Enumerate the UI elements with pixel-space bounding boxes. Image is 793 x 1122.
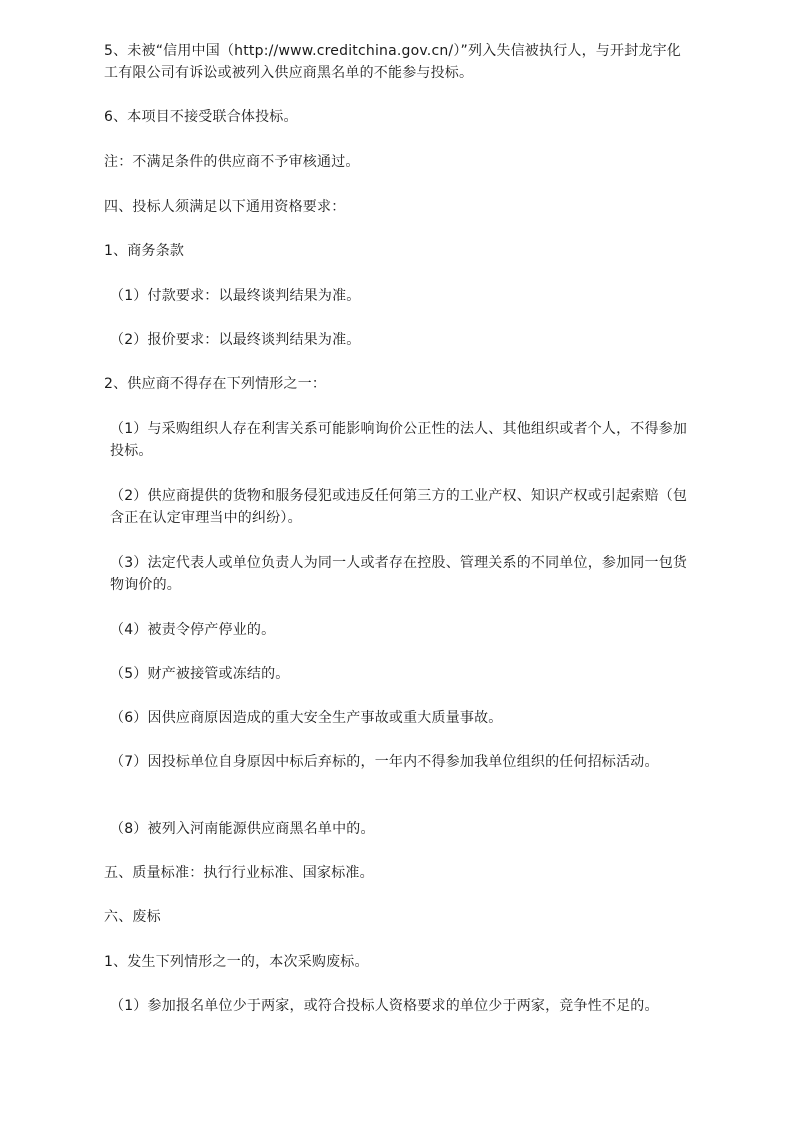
list-item-exclusion-6: （6）因供应商原因造成的重大安全生产事故或重大质量事故。 [110,710,503,726]
section-heading-5: 五、质量标准：执行行业标准、国家标准。 [104,865,374,881]
subsection-heading-business-terms: 1、商务条款 [104,243,185,259]
list-item-invalid-1: （1）参加报名单位少于两家，或符合投标人资格要求的单位少于两家，竞争性不足的。 [110,998,659,1014]
list-item-exclusion-7: （7）因投标单位自身原因中标后弃标的，一年内不得参加我单位组织的任何招标活动。 [110,754,659,770]
list-item-exclusion-4: （4）被责令停产停业的。 [110,622,276,638]
list-item-exclusion-2: （2）供应商提供的货物和服务侵犯或违反任何第三方的工业产权、知识产权或引起索赔（包含正在认定审理当中的纠纷）。 [110,488,688,526]
subsection-heading-exclusions: 2、供应商不得存在下列情形之一： [104,376,327,392]
list-item-payment: （1）付款要求：以最终谈判结果为准。 [110,288,361,304]
subsection-heading-invalid-bid: 1、发生下列情形之一的，本次采购废标。 [104,954,369,970]
list-item-quotation: （2）报价要求：以最终谈判结果为准。 [110,332,361,348]
section-heading-6: 六、废标 [104,909,161,925]
list-item-exclusion-1: （1）与采购组织人存在利害关系可能影响询价公正性的法人、其他组织或者个人，不得参加投标。 [110,421,688,459]
paragraph-clause-6: 6、本项目不接受联合体投标。 [104,109,298,125]
list-item-exclusion-3: （3）法定代表人或单位负责人为同一人或者存在控股、管理关系的不同单位，参加同一包货物询价的。 [110,555,688,593]
list-item-exclusion-8: （8）被列入河南能源供应商黑名单中的。 [110,821,375,837]
section-heading-4: 四、投标人须满足以下通用资格要求： [104,199,346,215]
paragraph-clause-5: 5、未被“信用中国（http://www.creditchina.gov.cn/）”列入失信被执行人，与开封龙宇化工有限公司有诉讼或被列入供应商黑名单的不能参与投标。 [104,43,681,81]
paragraph-note: 注：不满足条件的供应商不予审核通过。 [104,154,360,170]
list-item-exclusion-5: （5）财产被接管或冻结的。 [110,666,290,682]
